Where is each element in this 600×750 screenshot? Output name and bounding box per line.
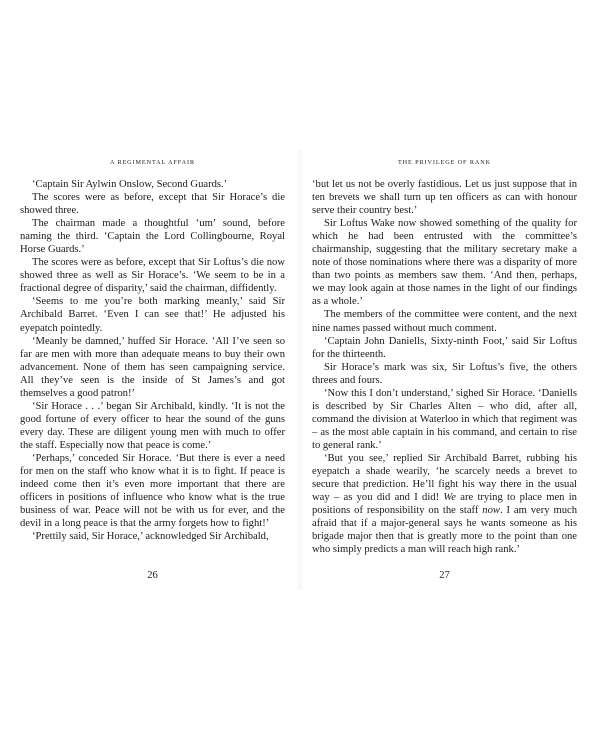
paragraph: ‘Captain John Daniells, Sixty-ninth Foot,’ said Sir Loftus for the thirteenth.	[312, 335, 577, 360]
text-run: ‘But you see,’ replied Sir Archibald Barret, rubbing his eyepatch a shade wearily, ‘he scarcely needs a brevet to secure that prediction. He’ll fight his way there in the usual way – as you did and I did!	[312, 452, 577, 504]
paragraph: Sir Horace’s mark was six, Sir Loftus’s five, the others threes and fours.	[312, 361, 577, 386]
paragraph: ‘Seems to me you’re both marking meanly,’ said Sir Archibald Barret. ‘Even I can see that!’ He adjusted his eyepatch pointedly.	[20, 296, 285, 334]
paragraph: The chairman made a thoughtful ‘um’ sound, before naming the third. ‘Captain the Lord Collingbourne, Royal Horse Guards.’	[20, 218, 285, 256]
emphasis-now: now	[482, 505, 500, 517]
left-running-head: A REGIMENTAL AFFAIR	[109, 159, 195, 166]
paragraph: ‘Now this I don’t understand,’ sighed Sir Horace. ‘Daniells is described by Sir Charles Alten – who did, after all, command the division at Waterloo in which that regiment was – as the most able captain in his command, and certain to rise to general rank.’	[312, 387, 577, 451]
paragraph: ‘Perhaps,’ conceded Sir Horace. ‘But there is ever a need for men on the staff who know what it is to fight. If peace is indeed come then it’s even more important that there are officers in positions of influence who know what is the true business of war. Peace will not be with us for ever, and the devil in a long peace is that the army forgets how to fight!’	[20, 452, 285, 530]
paragraph: The scores were as before, except that Sir Horace’s die showed three.	[20, 192, 285, 217]
text-run: . I am very much afraid that if a major-general says he wants someone as his brigade major then that is greatly more to the point than one who simply predicts a man will reach high rank.’	[312, 505, 577, 556]
paragraph: ‘Meanly be damned,’ huffed Sir Horace. ‘All I’ve seen so far are men with more than adequate means to buy their own advancement. None of them has seen campaigning service. All they’ve seen is the inside of St James’s and got themselves a good patron!’	[20, 335, 285, 399]
paragraph: Sir Loftus Wake now showed something of the quality for which he had been entrusted with the committee’s chairmanship, suggesting that the military secretary make a note of those nominations where there was a disparity of more than two points as members saw them. ‘And then, perhaps, we may look again at those names in the light of our findings as a whole.’	[312, 218, 577, 308]
left-page	[20, 0, 285, 750]
paragraph: ‘Captain Sir Aylwin Onslow, Second Guards.’	[32, 179, 228, 190]
right-page-body	[312, 178, 577, 556]
paragraph: ‘Sir Horace . . .’ began Sir Archibald, kindly. ‘It is not the good fortune of every officer to hear the sound of the guns every day. These are diligent young men with much to offer the staff. Especially now that peace is come.’	[20, 400, 285, 451]
paragraph	[312, 452, 577, 556]
gutter	[296, 150, 304, 590]
page-number-right: 27	[439, 570, 450, 581]
paragraph: The scores were as before, except that Sir Loftus’s die now showed three as well as Sir Horace’s. ‘We seem to be in a fractional degree of disparity,’ said the chairman, diffidently.	[20, 257, 285, 295]
page-number-left: 26	[147, 570, 158, 581]
right-page	[312, 0, 577, 750]
right-running-head: THE PRIVILEGE OF RANK	[398, 159, 491, 166]
paragraph: The members of the committee were content, and the next nine names passed without much comment.	[312, 309, 577, 334]
emphasis-we: We	[443, 492, 456, 504]
text-run: are trying to place men in positions of responsibility on the staff	[312, 492, 577, 517]
paragraph: ‘Prettily said, Sir Horace,’ acknowledged Sir Archibald,	[32, 531, 269, 543]
left-page-body	[20, 178, 285, 543]
paragraph-continued: ‘but let us not be overly fastidious. Let us just suppose that in ten brevets we shall turn up ten officers as can with honour serve their country best.’	[312, 179, 577, 217]
